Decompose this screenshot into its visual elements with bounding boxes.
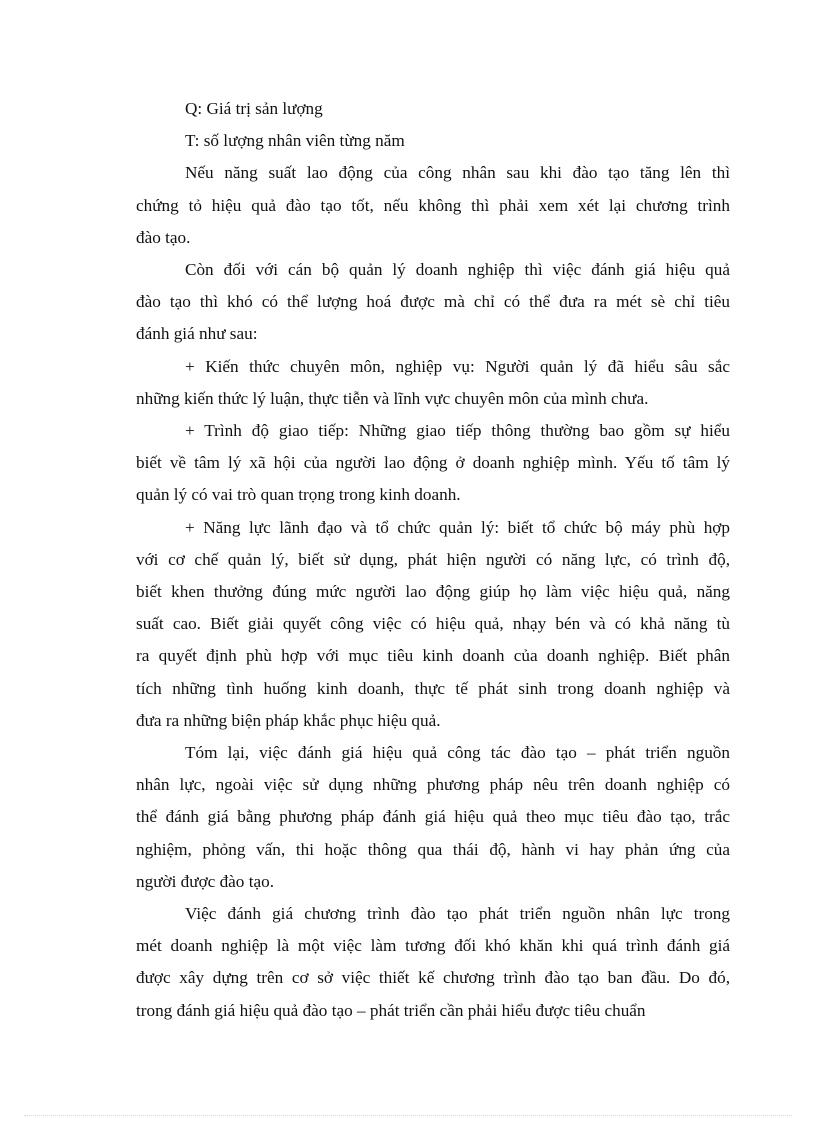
text-line: đào tạo thì khó có thể lượng hoá được mà chỉ có thể đưa ra mét sè chỉ tiêu — [136, 292, 730, 312]
text-line: với cơ chế quản lý, biết sử dụng, phát hiện người có năng lực, có trình độ, — [136, 549, 730, 569]
text-line: mét doanh nghiệp là một việc làm tương đối khó khăn khi quá trình đánh giá — [136, 936, 730, 956]
text-line: đào tạo. — [136, 227, 191, 247]
text-line: Nếu năng suất lao động của công nhân sau khi đào tạo tăng lên thì — [185, 163, 730, 183]
text-line: Q: Giá trị sản lượng — [185, 99, 323, 118]
text-line: quản lý có vai trò quan trọng trong kinh doanh. — [136, 485, 461, 505]
text-line: + Trình độ giao tiếp: Những giao tiếp thông thường bao gồm sự hiểu — [185, 421, 730, 441]
text-line: + Năng lực lãnh đạo và tổ chức quản lý: biết tổ chức bộ máy phù hợp — [185, 517, 730, 537]
page-bottom-rule — [24, 1115, 792, 1116]
text-line: Tóm lại, việc đánh giá hiệu quả công tác đào tạo – phát triển nguồn — [185, 743, 730, 763]
text-line: ra quyết định phù hợp với mục tiêu kinh doanh của doanh nghiệp. Biết phân — [136, 646, 730, 666]
text-line: những kiến thức lý luận, thực tiễn và lĩnh vực chuyên môn của mình chưa. — [136, 388, 649, 408]
text-line: tích những tình huống kinh doanh, thực tế phát sinh trong doanh nghiệp và — [136, 678, 730, 698]
text-line: suất cao. Biết giải quyết công việc có hiệu quả, nhạy bén và có khả năng tù — [136, 614, 730, 634]
text-line: người được đào tạo. — [136, 871, 274, 891]
text-line: T: số lượng nhân viên từng năm — [185, 131, 405, 151]
text-line: đưa ra những biện pháp khắc phục hiệu quả. — [136, 710, 441, 730]
text-line: thể đánh giá bằng phương pháp đánh giá hiệu quả theo mục tiêu đào tạo, trắc — [136, 807, 730, 827]
text-line: được xây dựng trên cơ sở việc thiết kế chương trình đào tạo ban đầu. Do đó, — [136, 968, 730, 988]
text-line: chứng tỏ hiệu quả đào tạo tốt, nếu không thì phải xem xét lại chương trình — [136, 195, 730, 215]
text-line: đánh giá như sau: — [136, 324, 258, 344]
text-line: biết về tâm lý xã hội của người lao động ở doanh nghiệp mình. Yếu tố tâm lý — [136, 453, 730, 473]
text-line: nghiệm, phỏng vấn, thi hoặc thông qua thái độ, hành vi hay phản ứng của — [136, 839, 730, 859]
text-line: + Kiến thức chuyên môn, nghiệp vụ: Người quản lý đã hiểu sâu sắc — [185, 356, 730, 376]
document-body — [136, 93, 730, 1027]
text-line: Việc đánh giá chương trình đào tạo phát triển nguồn nhân lực trong — [185, 904, 730, 924]
text-line: Còn đối với cán bộ quản lý doanh nghiệp thì việc đánh giá hiệu quả — [185, 260, 730, 280]
text-line: trong đánh giá hiệu quả đào tạo – phát triển cần phải hiểu được tiêu chuẩn — [136, 1000, 646, 1020]
text-line: nhân lực, ngoài việc sử dụng những phương pháp nêu trên doanh nghiệp có — [136, 775, 730, 795]
text-line: biết khen thưởng đúng mức người lao động giúp họ làm việc hiệu quả, năng — [136, 582, 730, 602]
